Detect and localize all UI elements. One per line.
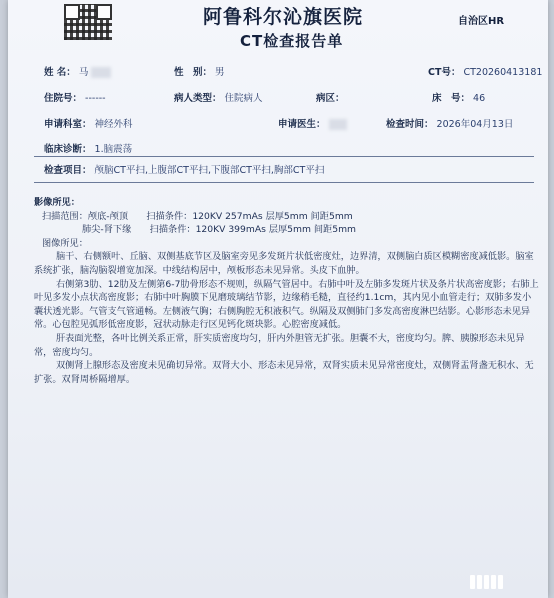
region-tag: 自治区HR: [458, 16, 505, 27]
diagnosis-field: [44, 141, 132, 155]
dept-field: [44, 116, 133, 130]
name-value: 马: [78, 67, 89, 78]
scan-range-line-2: 肺尖-肾下缘 扫描条件：120KV 399mAs 层厚5mm 间距5mm: [82, 224, 356, 236]
name-field: [44, 64, 111, 78]
exam-items-field: [44, 162, 324, 176]
exam-items-label: 检查项目：: [44, 165, 92, 176]
bed-label: 床 号：: [432, 93, 471, 104]
scan-range-line: 扫描范围：颅底-颅顶 扫描条件：120KV 257mAs 层厚5mm 间距5mm: [42, 210, 353, 222]
bar-icon: [498, 575, 503, 589]
patient-type-value: 住院病人: [224, 93, 263, 104]
sex-label: 性 别：: [174, 67, 213, 78]
dept-label: 申请科室：: [44, 119, 92, 130]
diagnosis-value: 1.脑震荡: [94, 144, 133, 155]
image-findings-heading: 图像所见：: [42, 237, 88, 249]
exam-time-field: [386, 116, 513, 130]
findings-section: [34, 196, 540, 386]
sex-value: 男: [215, 67, 225, 78]
divider: [34, 182, 534, 183]
bar-icon: [477, 575, 482, 589]
name-redaction: [91, 67, 111, 78]
name-label: 姓 名：: [44, 67, 76, 78]
ward-field: [316, 90, 345, 104]
hospital-name: 阿鲁科尔沁旗医院: [203, 6, 364, 28]
exam-time-value: 2026年04月13日: [436, 119, 514, 130]
ct-number-label: CT号：: [428, 67, 461, 78]
bed-field: [432, 90, 485, 104]
bar-icon: [484, 575, 489, 589]
patient-type-label: 病人类型：: [174, 93, 222, 104]
qr-code-icon: [64, 4, 112, 40]
findings-brain: 脑干、右侧额叶、丘脑、双侧基底节区及脑室旁见多发斑片状低密度灶，边界清，双侧脑白质区模糊密度减低影。脑室系统扩张，脑沟脑裂增宽加深。中线结构居中，颅板形态未见异常。头皮下血肿。: [34, 251, 534, 276]
exam-time-label: 检查时间：: [386, 119, 434, 130]
inpatient-field: [44, 90, 106, 104]
exam-items-value: 颅脑CT平扫,上腹部CT平扫,下腹部CT平扫,胸部CT平扫: [94, 165, 325, 176]
bar-icon: [491, 575, 496, 589]
doctor-redaction: [329, 119, 347, 130]
dept-value: 神经外科: [94, 119, 133, 130]
doctor-label: 申请医生：: [278, 119, 326, 130]
findings-heading: 影像所见：: [34, 197, 80, 208]
report-sheet: [8, 0, 548, 598]
overlay-icons: [470, 574, 526, 590]
inpatient-label: 住院号：: [44, 93, 83, 104]
findings-liver: 肝表面光整，各叶比例关系正常，肝实质密度均匀，肝内外胆管无扩张。胆囊不大，密度均匀。脾、胰腺形态未见异常，密度均匀。: [34, 332, 525, 358]
diagnosis-label: 临床诊断：: [44, 144, 92, 155]
doctor-field: [278, 116, 347, 130]
findings-kidney: 双侧肾上腺形态及密度未见确切异常。双肾大小、形态未见异常，双肾实质未见异常密度灶，双侧肾盂肾盏无积水、无扩张。双肾周桥隔增厚。: [34, 360, 534, 385]
findings-chest: 右侧第3肋、12肋及左侧第6-7肋骨形态不规则，纵隔气管居中。右肺中叶及左肺多发斑片状及条片状高密度影；右肺上叶见多发小点状高密度影；右肺中叶胸膜下见磨玻璃结节影，边缘稍毛糙，直径约1.1cm，其内见小血管走行；双肺多发小囊状透光影。气管支气管通畅。左侧液气胸；右侧胸腔无积液积气。纵隔及双侧肺门多发高密度淋巴结影。心影形态未见异常。心包腔见弧形低密度影，冠状动脉走行区见钙化斑块影。心腔密度减低。: [34, 278, 539, 331]
ct-number-field: [428, 64, 542, 78]
sex-field: [174, 64, 225, 78]
inpatient-value: ------: [85, 93, 106, 104]
patient-type-field: [174, 90, 263, 104]
divider: [34, 156, 534, 157]
ward-label: 病区：: [316, 93, 345, 104]
bed-value: 46: [473, 93, 486, 104]
ct-number-value: CT20260413181: [463, 67, 543, 78]
report-title: CT检查报告单: [240, 32, 344, 50]
bar-icon: [470, 575, 475, 589]
